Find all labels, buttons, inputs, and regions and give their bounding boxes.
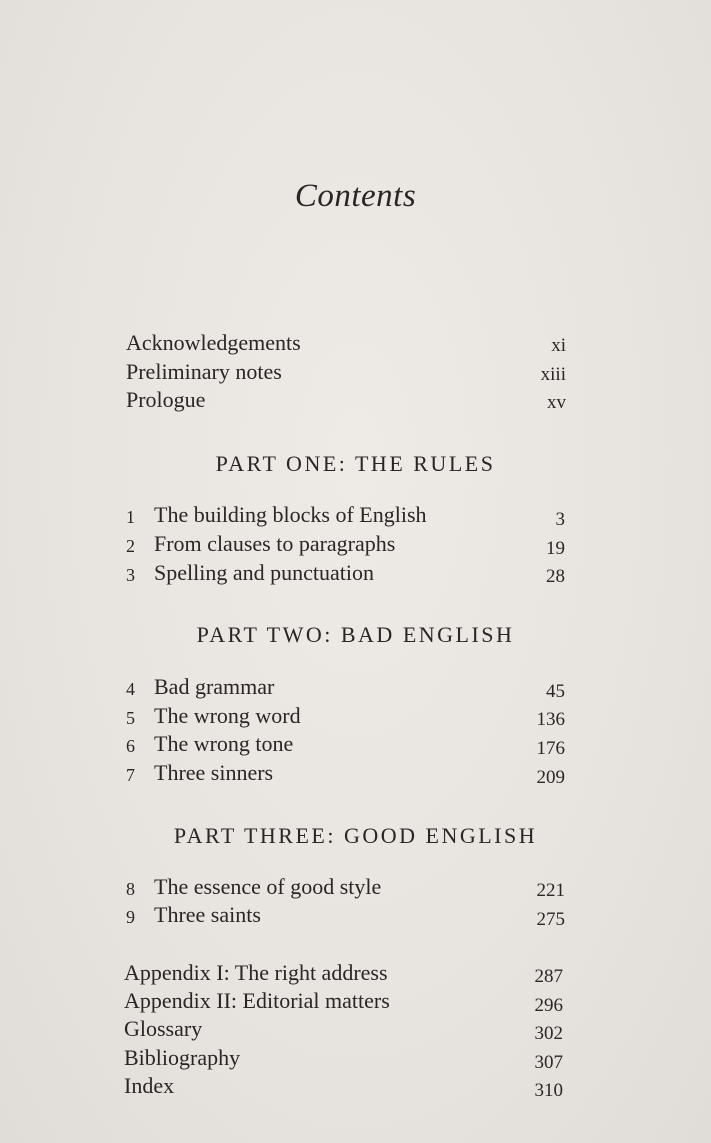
chapter-label: Spelling and punctuation xyxy=(154,560,374,585)
toc-entry-label: Prologue xyxy=(126,387,206,412)
chapter-label: Three saints xyxy=(154,902,261,927)
toc-entry-label: Index xyxy=(124,1073,175,1098)
toc-entry-page: 302 xyxy=(534,1023,563,1044)
chapter-page: 176 xyxy=(536,738,565,759)
chapter-number: 3 xyxy=(126,565,135,585)
chapter-page: 3 xyxy=(555,509,565,530)
chapter-label: The wrong word xyxy=(154,703,301,728)
chapter-number: 9 xyxy=(126,907,135,927)
chapter-label: The building blocks of English xyxy=(154,502,427,527)
chapter-page: 19 xyxy=(546,538,565,559)
chapter-label: From clauses to paragraphs xyxy=(154,531,396,556)
toc-entry-page: 287 xyxy=(534,966,563,987)
chapter-number: 7 xyxy=(126,765,135,785)
toc-entry-page: 310 xyxy=(534,1080,563,1101)
toc-entry-label: Appendix I: The right address xyxy=(124,960,388,985)
chapter-page: 275 xyxy=(536,909,565,930)
toc-entry-label: Glossary xyxy=(124,1016,203,1041)
toc-entry-page: 296 xyxy=(534,995,563,1016)
chapter-label: The essence of good style xyxy=(154,874,382,899)
chapter-number: 1 xyxy=(126,507,135,527)
chapter-number: 5 xyxy=(126,708,135,728)
toc-entry-page: 307 xyxy=(534,1052,563,1073)
part-heading-one: PART ONE: THE RULES xyxy=(215,451,496,476)
toc-entry-label: Appendix II: Editorial matters xyxy=(124,988,390,1013)
chapter-page: 136 xyxy=(536,709,565,730)
toc-entry-page: xi xyxy=(551,335,566,356)
chapter-page: 209 xyxy=(536,767,565,788)
toc-entry-page: xiii xyxy=(540,364,566,385)
toc-entry-label: Acknowledgements xyxy=(126,330,301,355)
toc-entry-page: xv xyxy=(547,392,566,413)
page-title: Contents xyxy=(294,178,417,214)
toc-entry-label: Preliminary notes xyxy=(126,359,282,384)
chapter-number: 6 xyxy=(126,736,135,756)
chapter-number: 2 xyxy=(126,536,135,556)
chapter-number: 4 xyxy=(126,679,135,699)
chapter-label: Three sinners xyxy=(154,760,274,785)
chapter-number: 8 xyxy=(126,879,135,899)
chapter-label: Bad grammar xyxy=(154,674,275,699)
chapter-page: 221 xyxy=(536,880,565,901)
toc-entry-label: Bibliography xyxy=(124,1045,241,1070)
part-heading-three: PART THREE: GOOD ENGLISH xyxy=(173,823,538,848)
chapter-page: 45 xyxy=(546,681,565,702)
chapter-page: 28 xyxy=(546,566,565,587)
part-heading-two: PART TWO: BAD ENGLISH xyxy=(196,622,515,647)
chapter-label: The wrong tone xyxy=(154,731,294,756)
